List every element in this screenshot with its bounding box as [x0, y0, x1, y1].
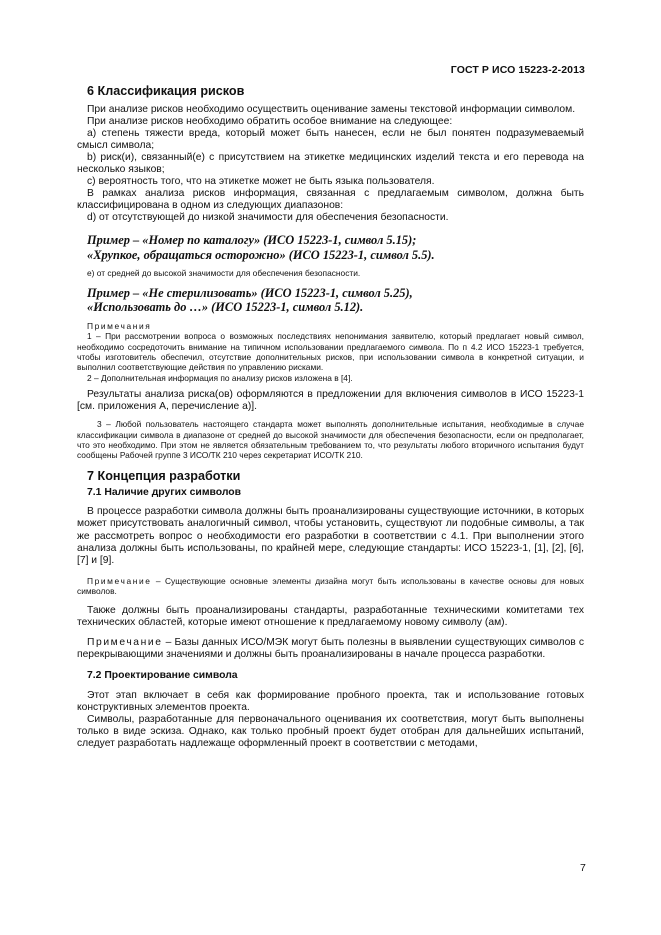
note: 3 – Любой пользователь настоящего стандарта может выполнять дополнительные испытания, необходимые в случае классификации символа в диапазоне от средней до высокой значимости для обеспечения безопасности, если он предполагает, что это необходимо. При этом не является обязательным требованием то, что результаты любого вторичного испытания будут сообщены Рабочей группе 3 ИСО/ТК 210 через секретариат ИСО/ТК 210.	[77, 419, 584, 461]
section-7-heading: 7 Концепция разработки	[87, 468, 241, 483]
subsection-7-2-heading: 7.2 Проектирование символа	[87, 669, 238, 681]
note: 2 – Дополнительная информация по анализу рисков изложена в [4].	[87, 372, 353, 383]
note	[77, 576, 584, 597]
note-text: – Существующие основные элементы дизайна могут быть использованы в качестве основы для новых символов.	[77, 575, 584, 597]
paragraph: В процессе разработки символа должны быть проанализированы существующие источники, в которых может присутствовать аналогичный символ, чтобы установить, существуют ли подобные символы, а так же рассмотреть вопрос о необходимости его разработки в соответствии с 4.1. При выполнении этого анализа должны быть использованы, по крайней мере, следующие стандарты: ИСО 15223-1, [1], [2], [6], [7] и [9].	[77, 505, 584, 567]
paragraph: Этот этап включает в себя как формирование пробного проекта, так и использование готовых конструктивных элементов проекта.	[77, 689, 584, 713]
paragraph: Результаты анализа риска(ов) оформляются в предложении для включения символов в ИСО 15223-1 [см. приложения A, перечисление а)].	[77, 389, 584, 413]
note	[77, 637, 584, 661]
list-item: c) вероятность того, что на этикетке может не быть языка пользователя.	[87, 176, 435, 187]
note-label: Примечание	[87, 636, 163, 648]
example-line: «Хрупкое, обращаться осторожно» (ИСО 15223-1, символ 5.5).	[87, 247, 435, 262]
section-6-heading: 6 Классификация рисков	[87, 84, 245, 98]
paragraph: При анализе рисков необходимо обратить особое внимание на следующее:	[87, 116, 453, 127]
example-line: Пример – «Номер по каталогу» (ИСО 15223-1, символ 5.15);	[87, 233, 417, 247]
page-number: 7	[580, 862, 586, 874]
example-line: Пример – «Не стерилизовать» (ИСО 15223-1, символ 5.25),	[87, 285, 413, 300]
paragraph: При анализе рисков необходимо осуществить оценивание замены текстовой информации символом.	[87, 104, 576, 115]
paragraph: В рамках анализа рисков информация, связанная с предлагаемым символом, должна быть классифицирована в одном из следующих диапазонов:	[77, 188, 584, 211]
note-text: – Базы данных ИСО/МЭК могут быть полезны в выявлении существующих символов с перекрывающими значениями и должны быть проанализированы в начале процесса разработки.	[77, 636, 584, 660]
list-item: b) риск(и), связанный(е) с присутствием на этикетке медицинских изделий текста и его перевода на несколько языков;	[77, 152, 584, 175]
list-item: e) от средней до высокой значимости для обеспечения безопасности.	[87, 268, 361, 279]
note-label: Примечание	[87, 575, 152, 586]
subsection-7-1-heading: 7.1 Наличие других символов	[87, 486, 242, 498]
list-item: d) от отсутствующей до низкой значимости для обеспечения безопасности.	[87, 212, 449, 223]
page-content	[77, 84, 584, 750]
document-id-header: ГОСТ Р ИСО 15223-2-2013	[450, 64, 585, 76]
example-line: «Использовать до …» (ИСО 15223-1, символ 5.12).	[87, 300, 364, 315]
note: 1 – При рассмотрении вопроса о возможных последствиях непонимания заявителю, который предлагает новый символ, необходимо сосредоточить внимание на типичном использовании предлагаемого символа. По п 4.2 ИСО 15223-1 требуется, чтобы изготовитель обеспечил, отсутствие дополнительных рисков, при использовании символа в конкретной ситуации, и выполнил соответствующие действия по управлению рисками.	[77, 331, 584, 373]
paragraph: Символы, разработанные для первоначального оценивания их соответствия, могут быть выполнены только в виде эскиза. Однако, как только пробный проект будет отобран для дальнейших испытаний, следует разработать надлежаще оформленный проект в соответствии с методами,	[77, 713, 584, 749]
paragraph: Также должны быть проанализированы стандарты, разработанные техническими комитетами тех технических областей, которые имеют отношение к предлагаемому новому символу (ам).	[77, 604, 584, 628]
notes-label: Примечания	[87, 320, 152, 331]
list-item: a) степень тяжести вреда, который может быть нанесен, если не был понятен подразумеваемый смысл символа;	[77, 128, 584, 151]
